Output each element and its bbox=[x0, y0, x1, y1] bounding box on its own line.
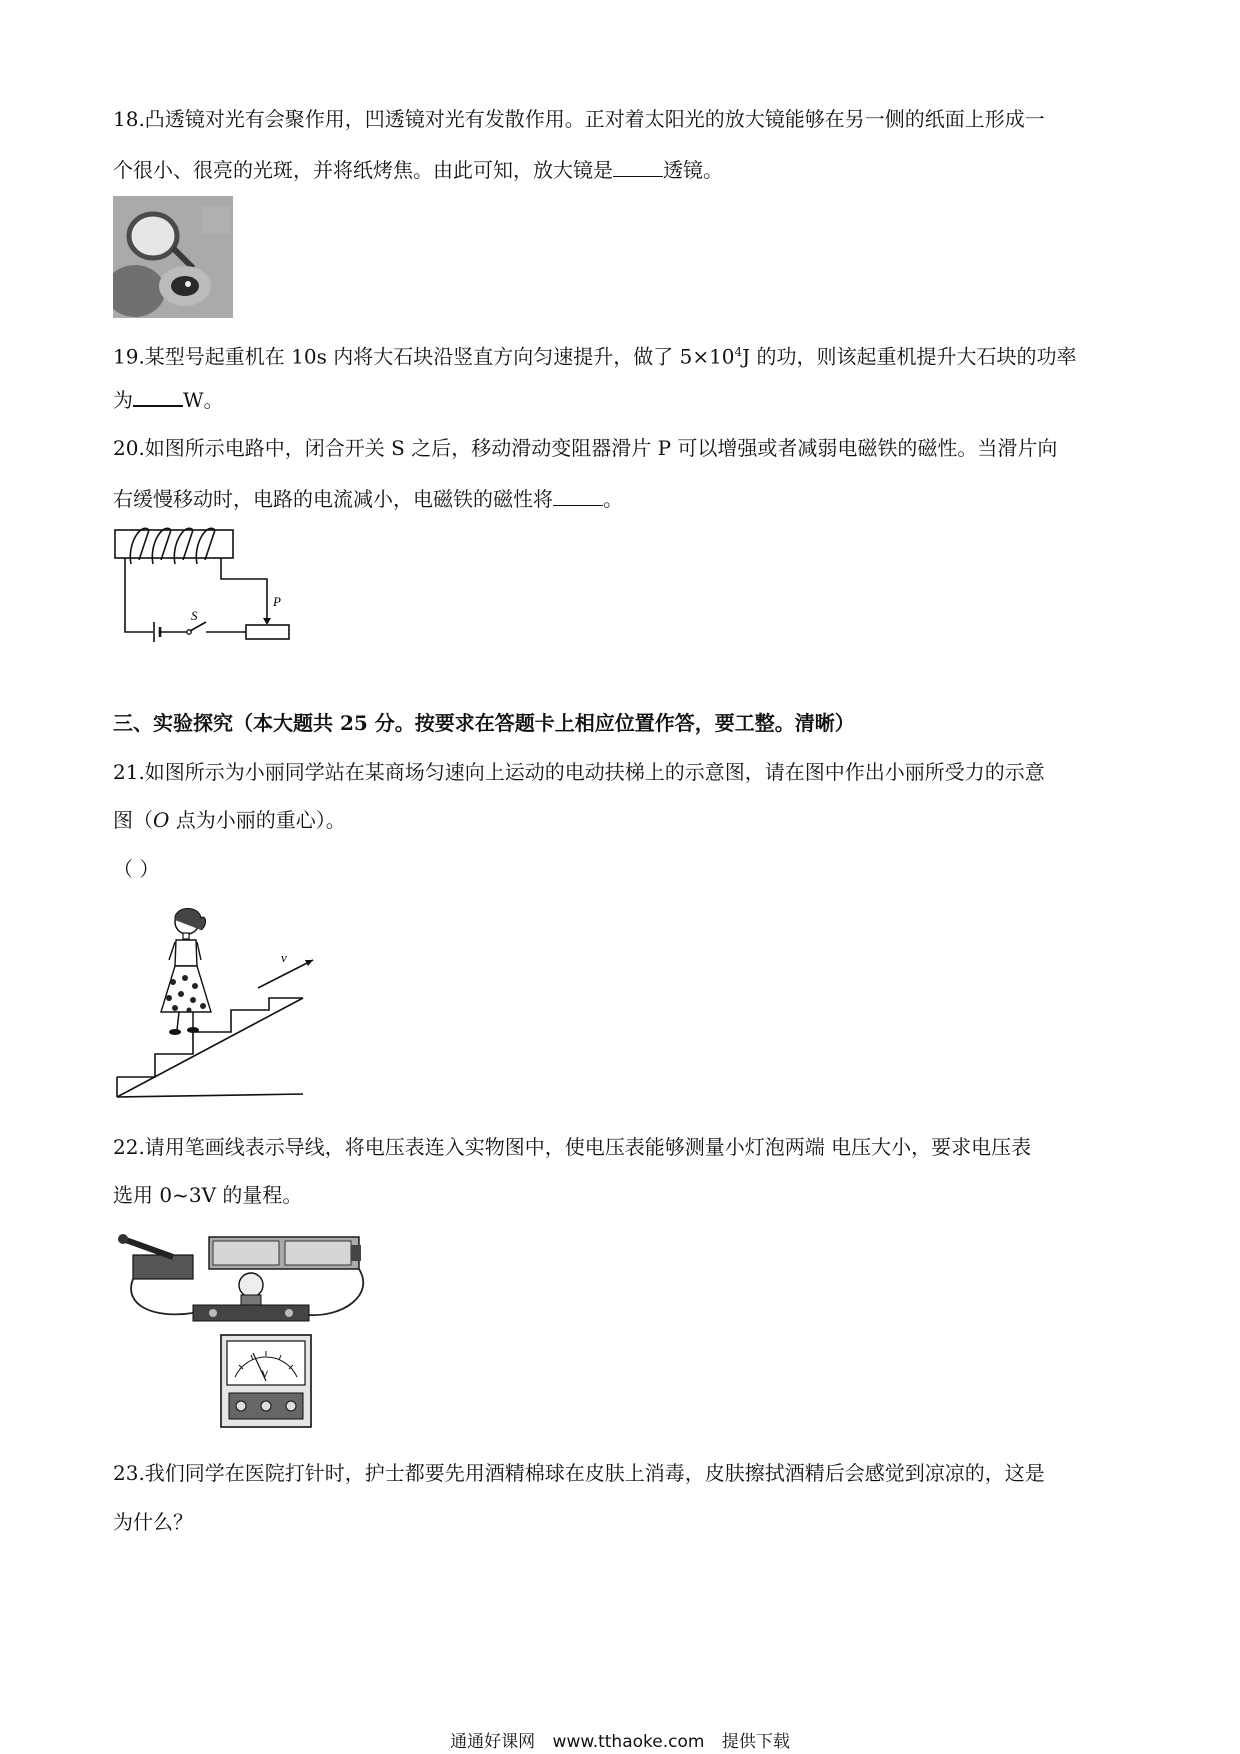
q20-line-2-end: 。 bbox=[603, 487, 623, 511]
q18-line-2-text: 个很小、很亮的光斑，并将纸烤焦。由此可知，放大镜是 bbox=[113, 158, 613, 182]
q20-line-2 bbox=[113, 486, 623, 512]
section-3-heading: 三、实验探究（本大题共 25 分。按要求在答题卡上相应位置作答，要工整。清晰） bbox=[113, 711, 855, 735]
voltmeter-label: V bbox=[262, 1369, 269, 1379]
q22-line-1: 22.请用笔画线表示导线，将电压表连入实物图中，使电压表能够测量小灯泡两端 电压大小，要求电压表 bbox=[113, 1135, 1032, 1159]
footer-site-name: 通通好课网 bbox=[450, 1732, 536, 1752]
q19-line-2-end: W。 bbox=[183, 388, 224, 412]
page-footer bbox=[0, 1727, 1240, 1752]
q23-line-1: 23.我们同学在医院打针时，护士都要先用酒精棉球在皮肤上消毒，皮肤擦拭酒精后会感觉到凉凉的，这是 bbox=[113, 1461, 1045, 1485]
slider-label-p: P bbox=[273, 594, 281, 609]
q19-line-2-text: 为 bbox=[113, 388, 133, 412]
q19-line-1-text: 19.某型号起重机在 10s 内将大石块沿竖直方向匀速提升，做了 5×10 bbox=[113, 344, 735, 369]
footer-url[interactable]: www.tthaoke.com bbox=[552, 1732, 705, 1752]
q20-line-2-text: 右缓慢移动时，电路的电流减小，电磁铁的磁性将 bbox=[113, 487, 553, 511]
q18-line-2 bbox=[113, 157, 723, 183]
q21-line-2 bbox=[113, 807, 346, 833]
q19-answer-blank[interactable] bbox=[133, 387, 183, 407]
switch-label-s: S bbox=[191, 608, 198, 623]
q19-line-1 bbox=[113, 339, 1077, 370]
q22-line-2: 选用 0~3V 的量程。 bbox=[113, 1183, 303, 1207]
q21-line-1: 21.如图所示为小丽同学站在某商场匀速向上运动的电动扶梯上的示意图，请在图中作出小丽所受力的示意 bbox=[113, 760, 1045, 784]
q19-line-1-end: J 的功，则该起重机提升大石块的功率 bbox=[742, 344, 1077, 369]
velocity-label: v bbox=[281, 950, 287, 965]
q21-point-o: O bbox=[153, 808, 170, 832]
q20-line-1: 20.如图所示电路中，闭合开关 S 之后，移动滑动变阻器滑片 P 可以增强或者减弱电磁铁的磁性。当滑片向 bbox=[113, 436, 1058, 460]
voltmeter-circuit-photo bbox=[113, 1225, 378, 1435]
footer-note: 提供下载 bbox=[721, 1732, 790, 1752]
q18-line-2-end: 透镜。 bbox=[663, 158, 723, 182]
escalator-figure bbox=[113, 902, 318, 1102]
q20-answer-blank[interactable] bbox=[553, 487, 603, 506]
magnifier-photo bbox=[113, 196, 233, 318]
q19-exponent: 4 bbox=[734, 345, 743, 359]
q18-line-1: 18.凸透镜对光有会聚作用，凹透镜对光有发散作用。正对着太阳光的放大镜能够在另一侧的纸面上形成一 bbox=[113, 107, 1045, 131]
q21-line-2-text: 图（ bbox=[113, 808, 153, 832]
q18-answer-blank[interactable] bbox=[613, 158, 663, 177]
q21-answer-paren[interactable]: （ ） bbox=[113, 857, 160, 881]
q19-line-2 bbox=[113, 387, 224, 413]
q23-line-2: 为什么？ bbox=[113, 1510, 193, 1534]
girl-figure bbox=[161, 908, 211, 1035]
q21-line-2-end: 点为小丽的重心）。 bbox=[169, 808, 346, 832]
electromagnet-circuit-diagram bbox=[113, 524, 298, 644]
